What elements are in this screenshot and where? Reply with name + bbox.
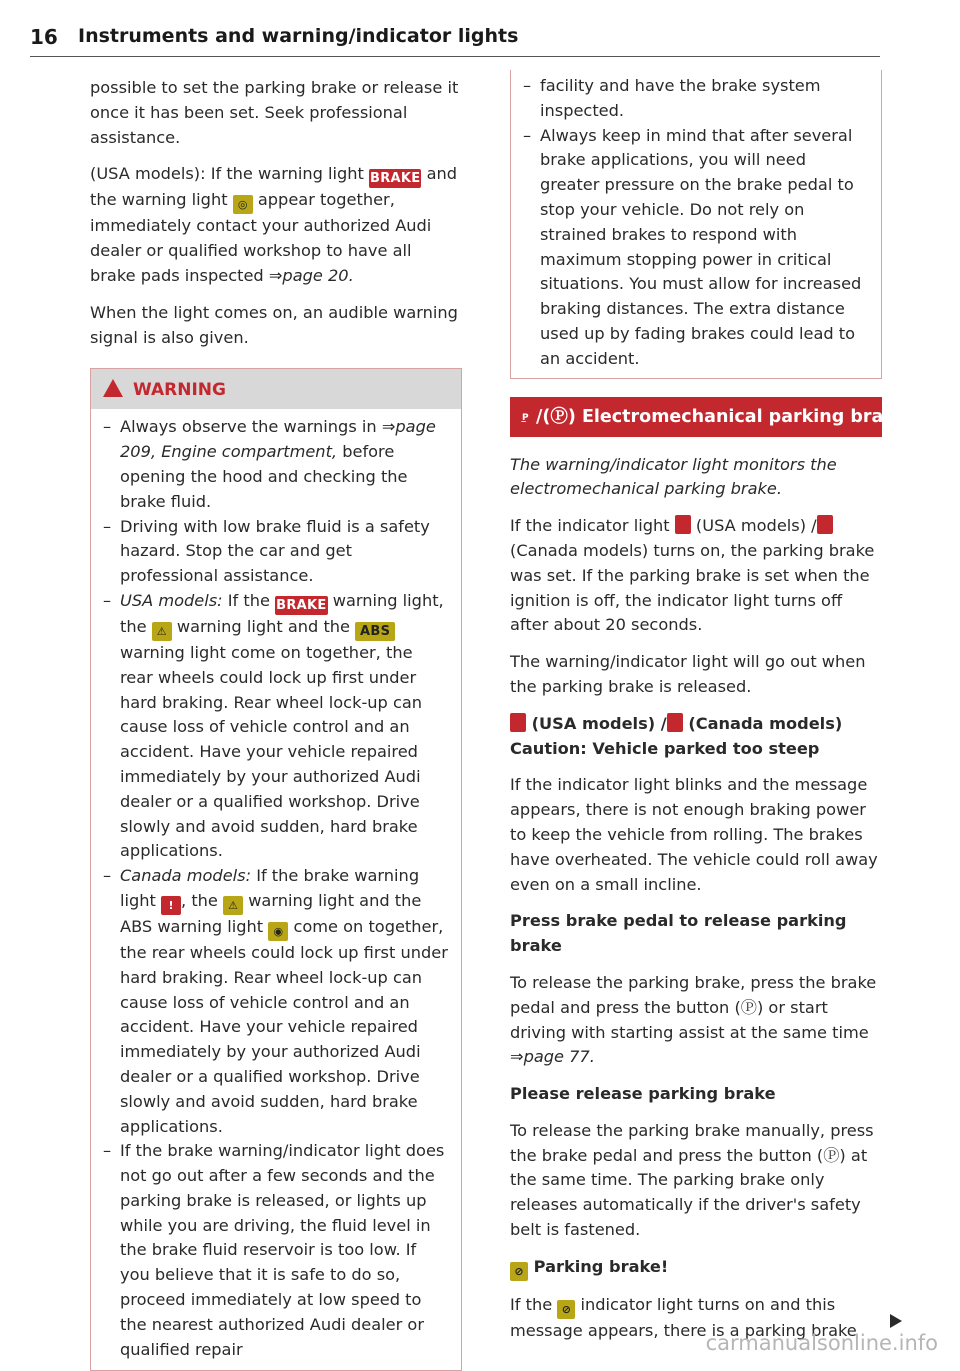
list-item: – Always keep in mind that after several brake applications, you will need greater pressure on the brake pedal to stop your vehicle. Do not rely on strained brakes to respond with maximum stopping power in critical situations. You must allow for increased braking distances. The extra distance used up by fading brakes could lead to an accident. [523,124,869,372]
list-item: – Driving with low brake fluid is a safety hazard. Stop the car and get professional assistance. [103,515,449,589]
paragraph: To release the parking brake manually, press the brake pedal and press the button (Ⓟ) at the same time. The parking brake only releases automatically if the driver's safety belt is fastened. [510,1120,874,1240]
paragraph: (USA models): If the warning light BRAKE and the warning light ◎ appear together, immediately contact your authorized Audi dealer or qualified workshop to have all brake pads inspected ⇒page 20. [90,164,458,285]
list-item: – facility and have the brake system inspected. [523,74,869,124]
paragraph: If the indicator light (USA models) / (Canada models) turns on, the parking brake was set. If the parking brake is set when the ignition is off, the indicator light turns off after about 20 seconds. [510,516,875,635]
abs-warning-icon: ABS [355,622,395,641]
park-brake-indicator-icon [667,713,683,732]
page-reference-link[interactable]: ⇒page 20. [268,265,354,285]
parking-brake-fault-icon: ⊘ [557,1300,575,1319]
brake-warning-icon: ! [161,896,181,915]
page-reference-link[interactable]: ⇒page 209, Engine compartment, [120,417,436,462]
brake-pad-warning-icon: ◎ [233,195,253,214]
park-brake-indicator-icon [510,713,526,732]
esc-warning-icon: ⚠ [223,896,243,915]
subheading: ⊘ Parking brake! [510,1255,882,1281]
subheading: Please release parking brake [510,1084,776,1104]
section-intro: The warning/indicator light monitors the electromechanical parking brake. [510,454,837,499]
page-reference-link[interactable]: ⇒page 77. [510,1047,595,1067]
parking-brake-fault-icon: ⊘ [510,1262,528,1281]
paragraph: If the ⊘ indicator light turns on and this message appears, there is a parking brake [510,1293,882,1344]
section-heading: P̲ /(Ⓟ) Electromechanical parking brake [510,397,882,437]
brake-warning-icon: BRAKE [276,597,327,613]
left-column [90,76,462,1371]
page-header [30,22,880,57]
list-item: – Always observe the warnings in ⇒page 209, Engine compartment, before opening the hood and checking the brake fluid. [103,415,449,514]
paragraph: The warning/indicator light will go out when the parking brake is released. [510,652,866,696]
warning-triangle-icon [103,379,123,397]
brake-warning-icon: BRAKE [370,171,421,187]
right-column [510,76,907,1356]
paragraph: When the light comes on, an audible warning signal is also given. [90,302,458,347]
list-item: – If the brake warning/indicator light does not go out after a few seconds and the parking brake is released, or lights up while you are driving, the fluid level in the brake fluid reservoir is too low. If you believe that it is safe to do so, proceed immediately at low speed to the nearest authorized Audi dealer or qualified repair [103,1139,449,1362]
page-number: 16 [30,25,58,49]
warning-header: WARNING [91,369,461,409]
park-brake-indicator-icon [675,515,691,534]
warning-list [523,74,869,372]
continue-arrow-icon [890,1314,902,1328]
list-item: – USA models: If the BRAKE warning light, the ⚠ warning light and the ABS warning light come on together, the rear wheels could lock up first under hard braking. Rear wheel lock-up can cause loss of vehicle control and an accident. Have your vehicle repaired immediately by your authorized Audi dealer or a qualified workshop. Drive slowly and avoid sudden, hard brake applications. [103,589,449,864]
subheading: Press brake pedal to release parking brake [510,911,847,956]
list-item: – Canada models: If the brake warning light ! , the ⚠ warning light and the ABS warning light ◉ come on together, the rear wheels could lock up first under hard braking. Rear wheel lock-up can cause loss of vehicle control and an accident. Have your vehicle repaired immediately by your authorized Audi dealer or a qualified workshop. Drive slowly and avoid sudden, hard brake applications. [103,864,449,1139]
esc-warning-icon: ⚠ [152,622,172,641]
paragraph: To release the parking brake, press the brake pedal and press the button (Ⓟ) or start driving with starting assist at the same time ⇒page 77. [510,972,877,1067]
warning-list [103,415,449,1362]
warning-box [90,368,462,1371]
abs-warning-icon: ◉ [268,922,288,941]
paragraph: possible to set the parking brake or release it once it has been set. Seek professional assistance. [90,78,459,147]
warning-body [91,409,461,1370]
watermark: carmanualsonline.info [705,1331,938,1355]
paragraph: If the indicator light blinks and the message appears, there is not enough braking power to keep the vehicle from rolling. The brakes have overheated. The vehicle could roll away even on a small incline. [510,775,878,894]
park-brake-indicator-icon [817,515,833,534]
warning-box-continued [510,70,882,379]
park-brake-icon: P̲ [522,412,529,423]
subheading: (USA models) / (Canada models) Caution: Vehicle parked too steep [510,713,843,758]
page-title: Instruments and warning/indicator lights [78,25,519,47]
